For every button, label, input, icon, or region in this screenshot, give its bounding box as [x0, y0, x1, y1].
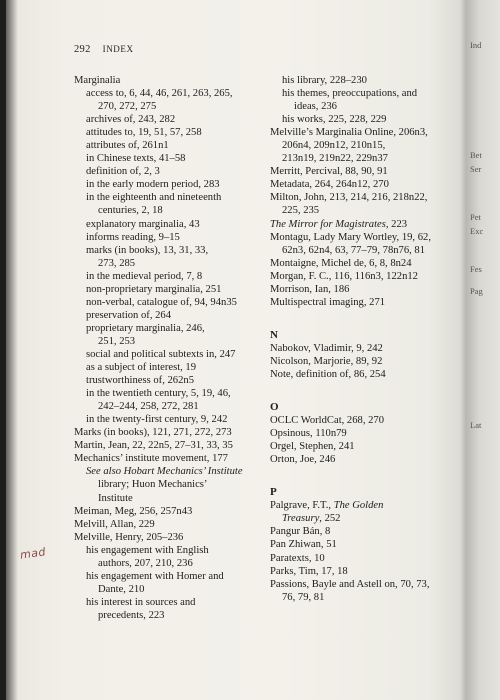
- index-entry-line: as a subject of interest, 19: [86, 362, 197, 374]
- index-entry-line: his works, 225, 228, 229: [282, 114, 387, 126]
- index-entry-line: archives of, 243, 282: [86, 114, 176, 126]
- index-entry-line: Institute: [98, 492, 133, 504]
- section-title: INDEX: [102, 44, 134, 54]
- index-entry-line: marks (in books), 13, 31, 33,: [86, 244, 209, 256]
- index-entry-line: in the twenty-first century, 9, 242: [86, 414, 228, 426]
- facing-page-edge: [466, 0, 500, 700]
- index-entry-line: 76, 79, 81: [282, 591, 325, 603]
- index-section-letter: P: [270, 486, 277, 499]
- index-entry-line: non-verbal, catalogue of, 94, 94n35: [86, 296, 237, 308]
- facing-page-fragment: Pag: [470, 286, 483, 296]
- index-entry-line: Morgan, F. C., 116, 116n3, 122n12: [270, 270, 418, 282]
- index-entry-line: his library, 228–230: [282, 75, 367, 86]
- index-entry-line: explanatory marginalia, 43: [86, 218, 200, 230]
- section-spacer: [270, 309, 460, 329]
- index-entry-line: 225, 235: [282, 205, 320, 217]
- index-entry-line: proprietary marginalia, 246,: [86, 322, 205, 334]
- index-entry-line: Note, definition of, 86, 254: [270, 368, 386, 380]
- index-entry-line: Palgrave, F.T., The Golden: [270, 500, 384, 512]
- index-entry-line: in the medieval period, 7, 8: [86, 270, 203, 282]
- index-entry-line: in the eighteenth and nineteenth: [86, 192, 222, 204]
- index-entry-line: Treasury, 252: [282, 513, 341, 525]
- index-column-left: [74, 74, 269, 622]
- index-entry-line: 270, 272, 275: [98, 101, 157, 113]
- index-entry-line: Nabokov, Vladimir, 9, 242: [270, 342, 383, 354]
- facing-page-fragment: Ser: [470, 164, 482, 174]
- index-entry-line: 251, 253: [98, 335, 136, 347]
- index-entry-line: 206n4, 209n12, 210n15,: [282, 140, 386, 152]
- index-entry-line: See also Hobart Mechanics’ Institute: [86, 466, 243, 478]
- index-entry-line: precedents, 223: [98, 609, 165, 621]
- section-spacer: [270, 381, 460, 401]
- index-entry-line: 273, 285: [98, 257, 136, 269]
- index-entry-line: Orgel, Stephen, 241: [270, 441, 355, 453]
- index-entry-line: Pan Zhiwan, 51: [270, 539, 337, 551]
- index-entry-line: Orton, Joe, 246: [270, 454, 336, 466]
- index-entry-line: social and political subtexts in, 247: [86, 348, 236, 360]
- index-entry-line: centuries, 2, 18: [98, 205, 163, 217]
- facing-page-fragment: Ind: [470, 40, 482, 50]
- index-entry-line: The Mirror for Magistrates, 223: [270, 218, 408, 230]
- index-entry-line: his interest in sources and: [86, 596, 196, 608]
- index-entry-line: attitudes to, 19, 51, 57, 258: [86, 127, 202, 139]
- index-entry-line: Metadata, 264, 264n12, 270: [270, 179, 389, 191]
- index-section-letter: O: [270, 401, 279, 414]
- facing-page-fragment: Fes: [470, 264, 482, 274]
- index-entry-line: his themes, preoccupations, and: [282, 88, 418, 100]
- index-entry-line: in the early modern period, 283: [86, 179, 220, 191]
- index-entry-line: 62n3, 62n4, 63, 77–79, 78n76, 81: [282, 244, 426, 256]
- facing-page-fragment: Pet: [470, 212, 481, 222]
- index-entry-line: Dante, 210: [98, 583, 145, 595]
- index-entry-line: Multispectral imaging, 271: [270, 296, 386, 308]
- index-entry-line: Merritt, Percival, 88, 90, 91: [270, 166, 388, 178]
- index-entry-line: in Chinese texts, 41–58: [86, 153, 186, 165]
- index-entry-line: his engagement with English: [86, 544, 209, 556]
- page-number: 292: [74, 44, 91, 55]
- index-entry-line: Milton, John, 213, 214, 216, 218n22,: [270, 192, 428, 204]
- index-entry-line: preservation of, 264: [86, 309, 172, 321]
- index-entry-line: Parks, Tim, 17, 18: [270, 565, 348, 577]
- facing-page-fragment: Lat: [470, 420, 482, 430]
- index-entry-line: Marks (in books), 121, 271, 272, 273: [74, 427, 232, 439]
- index-entry-line: non-proprietary marginalia, 251: [86, 283, 222, 295]
- running-header: [74, 44, 134, 55]
- index-entry-line: attributes of, 261n1: [86, 140, 169, 152]
- index-entry-line: Marginalia: [74, 75, 121, 86]
- index-entry-line: informs reading, 9–15: [86, 231, 180, 243]
- index-entry-line: Nicolson, Marjorie, 89, 92: [270, 355, 383, 367]
- index-entry-line: 213n19, 219n22, 229n37: [282, 153, 388, 165]
- index-entry-line: Melville’s Marginalia Online, 206n3,: [270, 127, 428, 139]
- index-entry-line: ideas, 236: [294, 101, 337, 113]
- index-entry-line: Meiman, Meg, 256, 257n43: [74, 505, 193, 517]
- facing-page-fragment: Exc: [470, 226, 484, 236]
- index-column-right: [270, 74, 460, 604]
- facing-page-fragment: Bet: [470, 150, 482, 160]
- index-section-letter: N: [270, 328, 278, 341]
- index-entry-line: Passions, Bayle and Astell on, 70, 73,: [270, 578, 430, 590]
- index-entry-line: his engagement with Homer and: [86, 570, 224, 582]
- index-entry-line: Martin, Jean, 22, 22n5, 27–31, 33, 35: [74, 440, 233, 452]
- index-entry-line: Montagu, Lady Mary Wortley, 19, 62,: [270, 231, 431, 243]
- index-entry-line: in the twentieth century, 5, 19, 46,: [86, 388, 231, 400]
- index-entry-line: Paratexts, 10: [270, 552, 325, 564]
- index-entry-line: definition of, 2, 3: [86, 166, 160, 178]
- index-entry-line: Opsinous, 110n79: [270, 428, 347, 440]
- index-entry-line: Melvill, Allan, 229: [74, 518, 155, 530]
- index-entry-line: access to, 6, 44, 46, 261, 263, 265,: [86, 88, 233, 100]
- handwritten-margin-note: mad: [19, 545, 47, 562]
- spine-shadow: [0, 0, 18, 700]
- index-entry-line: Morrison, Ian, 186: [270, 283, 350, 295]
- index-entry-line: library; Huon Mechanics’: [98, 479, 208, 491]
- index-entry-line: Melville, Henry, 205–236: [74, 531, 184, 543]
- index-entry-line: Montaigne, Michel de, 6, 8, 8n24: [270, 257, 412, 269]
- index-entry-line: Mechanics’ institute movement, 177: [74, 453, 228, 465]
- section-spacer: [270, 466, 460, 486]
- index-entry-line: 242–244, 258, 272, 281: [98, 401, 199, 413]
- index-entry-line: Pangur Bán, 8: [270, 526, 331, 538]
- index-entry-line: authors, 207, 210, 236: [98, 557, 193, 569]
- index-entry-line: OCLC WorldCat, 268, 270: [270, 415, 385, 427]
- index-entry-line: trustworthiness of, 262n5: [86, 375, 194, 387]
